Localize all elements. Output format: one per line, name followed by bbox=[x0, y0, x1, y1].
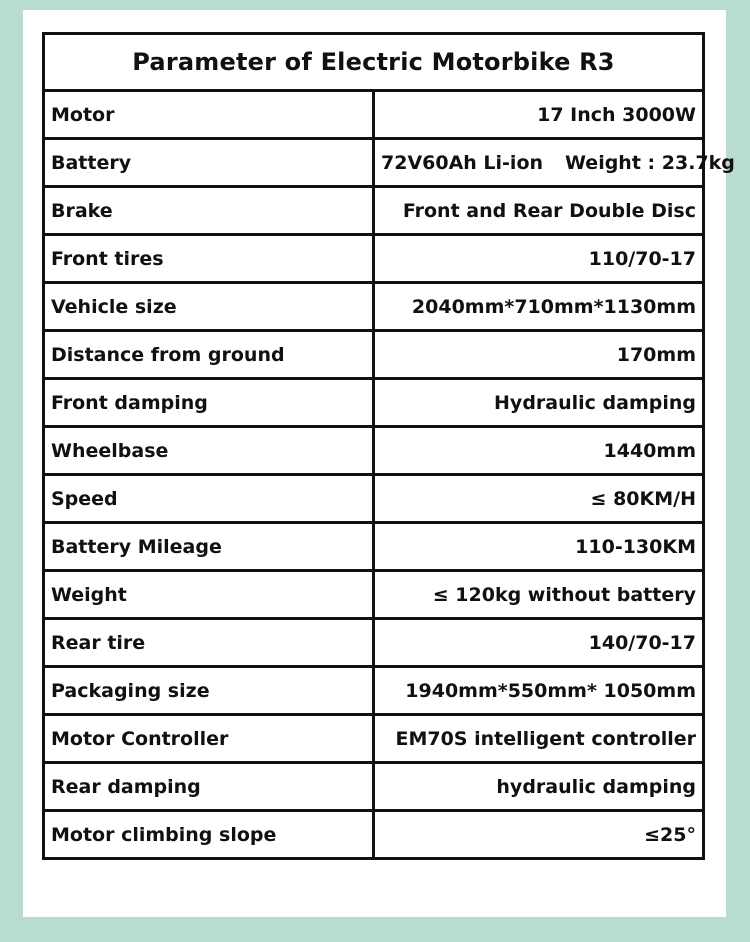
table-row bbox=[44, 811, 704, 859]
spec-card bbox=[23, 10, 735, 917]
row-value: 2040mm*710mm*1130mm bbox=[374, 283, 704, 331]
row-value: 140/70-17 bbox=[374, 619, 704, 667]
row-label: Rear damping bbox=[44, 763, 374, 811]
title-row bbox=[44, 34, 704, 91]
row-label: Wheelbase bbox=[44, 427, 374, 475]
table-row bbox=[44, 523, 704, 571]
table-row bbox=[44, 139, 704, 187]
table-row bbox=[44, 331, 704, 379]
row-value: 110/70-17 bbox=[374, 235, 704, 283]
table-row bbox=[44, 187, 704, 235]
row-label: Front damping bbox=[44, 379, 374, 427]
row-value: 17 Inch 3000W bbox=[374, 91, 704, 139]
row-value: EM70S intelligent controller bbox=[374, 715, 704, 763]
row-label: Brake bbox=[44, 187, 374, 235]
row-label: Motor bbox=[44, 91, 374, 139]
row-value: Front and Rear Double Disc bbox=[374, 187, 704, 235]
row-label: Battery bbox=[44, 139, 374, 187]
table-row bbox=[44, 283, 704, 331]
table-row bbox=[44, 619, 704, 667]
row-label: Motor climbing slope bbox=[44, 811, 374, 859]
row-label: Packaging size bbox=[44, 667, 374, 715]
table-row bbox=[44, 235, 704, 283]
row-value: 110-130KM bbox=[374, 523, 704, 571]
row-value: 1440mm bbox=[374, 427, 704, 475]
table-title: Parameter of Electric Motorbike R3 bbox=[44, 34, 704, 91]
table-row bbox=[44, 571, 704, 619]
row-label: Motor Controller bbox=[44, 715, 374, 763]
table-row bbox=[44, 763, 704, 811]
row-label: Vehicle size bbox=[44, 283, 374, 331]
row-value bbox=[374, 139, 735, 187]
row-label: Distance from ground bbox=[44, 331, 374, 379]
row-value: ≤25° bbox=[374, 811, 704, 859]
battery-weight: Weight : 23.7kg bbox=[565, 151, 735, 174]
row-label: Battery Mileage bbox=[44, 523, 374, 571]
table-row bbox=[44, 427, 704, 475]
row-label: Weight bbox=[44, 571, 374, 619]
row-value: hydraulic damping bbox=[374, 763, 704, 811]
table-row bbox=[44, 91, 704, 139]
row-label: Speed bbox=[44, 475, 374, 523]
row-value: 170mm bbox=[374, 331, 704, 379]
row-value: ≤ 80KM/H bbox=[374, 475, 704, 523]
table-row bbox=[44, 667, 704, 715]
row-label: Rear tire bbox=[44, 619, 374, 667]
spec-table bbox=[42, 32, 735, 860]
row-value: Hydraulic damping bbox=[374, 379, 704, 427]
row-value: 1940mm*550mm* 1050mm bbox=[374, 667, 704, 715]
row-value: ≤ 120kg without battery bbox=[374, 571, 704, 619]
row-label: Front tires bbox=[44, 235, 374, 283]
battery-spec: 72V60Ah Li-ion bbox=[381, 151, 544, 174]
table-row bbox=[44, 379, 704, 427]
table-row bbox=[44, 715, 704, 763]
table-row bbox=[44, 475, 704, 523]
